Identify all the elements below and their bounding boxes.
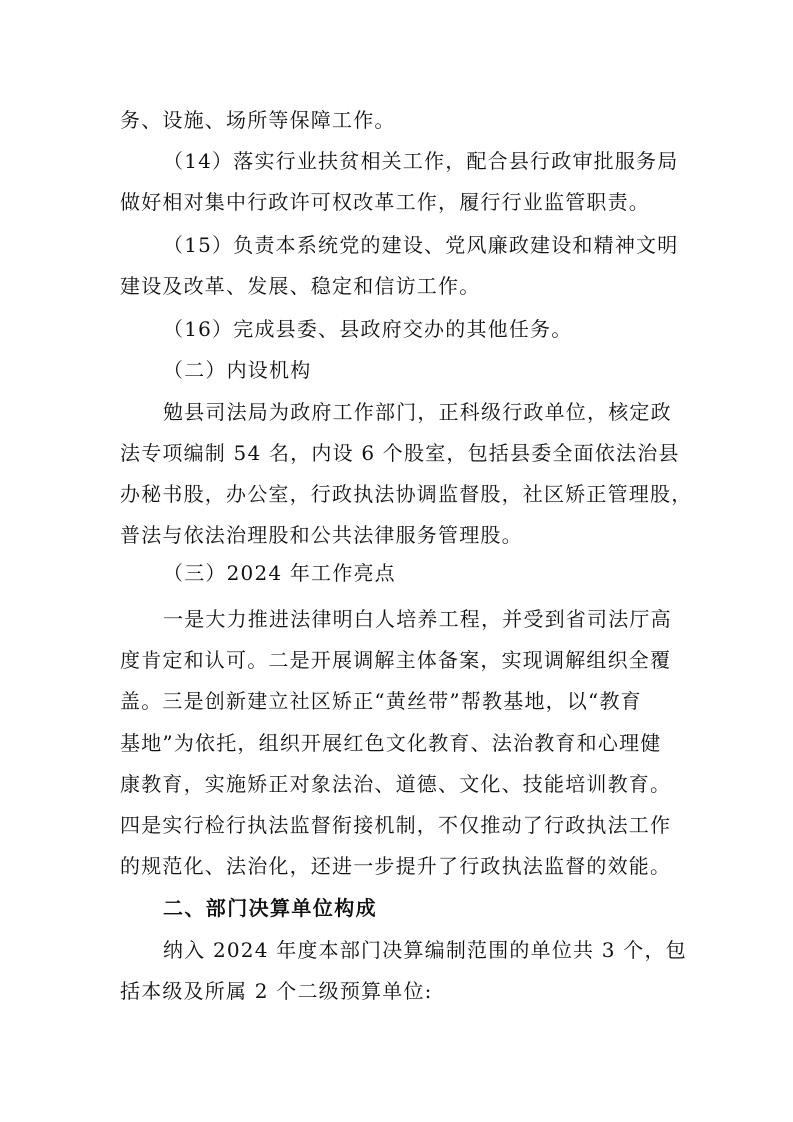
paragraph-line: 的规范化、法治化，还进一步提升了行政执法监督的效能。 <box>120 854 672 878</box>
paragraph-line: 普法与依法治理股和公共法律服务管理股。 <box>120 523 523 547</box>
paragraph-line: 盖。三是创新建立社区矫正“黄丝带”帮教基地，以“教育 <box>120 689 642 713</box>
section-heading-unit-composition: 二、部门决算单位构成 <box>163 896 377 920</box>
list-item-14: （14）落实行业扶贫相关工作，配合县行政审批服务局 <box>163 149 679 173</box>
paragraph-line: 做好相对集中行政许可权改革工作，履行行业监管职责。 <box>120 190 650 214</box>
paragraph-line: 法专项编制 54 名，内设 6 个股室，包括县委全面依法治县 <box>120 441 680 465</box>
list-item-16: （16）完成县委、县政府交办的其他任务。 <box>163 317 573 341</box>
paragraph-line: 康教育，实施矫正对象法治、道德、文化、技能培训教育。 <box>120 772 672 796</box>
list-item-15: （15）负责本系统党的建设、党风廉政建设和精神文明 <box>163 233 679 257</box>
paragraph-line: 度肯定和认可。二是开展调解主体备案，实现调解组织全覆 <box>120 648 672 672</box>
paragraph-line: 务、设施、场所等保障工作。 <box>120 108 396 132</box>
section-heading-highlights: （三）2024 年工作亮点 <box>163 561 396 585</box>
paragraph-line: 一是大力推进法律明白人培养工程，并受到省司法厅高 <box>163 607 672 631</box>
section-heading-internal-units: （二）内设机构 <box>163 358 312 382</box>
paragraph-line: 四是实行检行执法监督衔接机制，不仅推动了行政执法工作 <box>120 813 672 837</box>
paragraph-line: 建设及改革、发展、稳定和信访工作。 <box>120 274 481 298</box>
paragraph-line: 基地”为依托，组织开展红色文化教育、法治教育和心理健 <box>120 731 662 755</box>
paragraph-line: 勉县司法局为政府工作部门，正科级行政单位，核定政 <box>163 400 672 424</box>
paragraph-line: 办秘书股，办公室，行政执法协调监督股，社区矫正管理股， <box>120 482 693 506</box>
paragraph-line: 纳入 2024 年度本部门决算编制范围的单位共 3 个，包 <box>163 938 687 962</box>
paragraph-line: 括本级及所属 2 个二级预算单位: <box>120 979 433 1003</box>
